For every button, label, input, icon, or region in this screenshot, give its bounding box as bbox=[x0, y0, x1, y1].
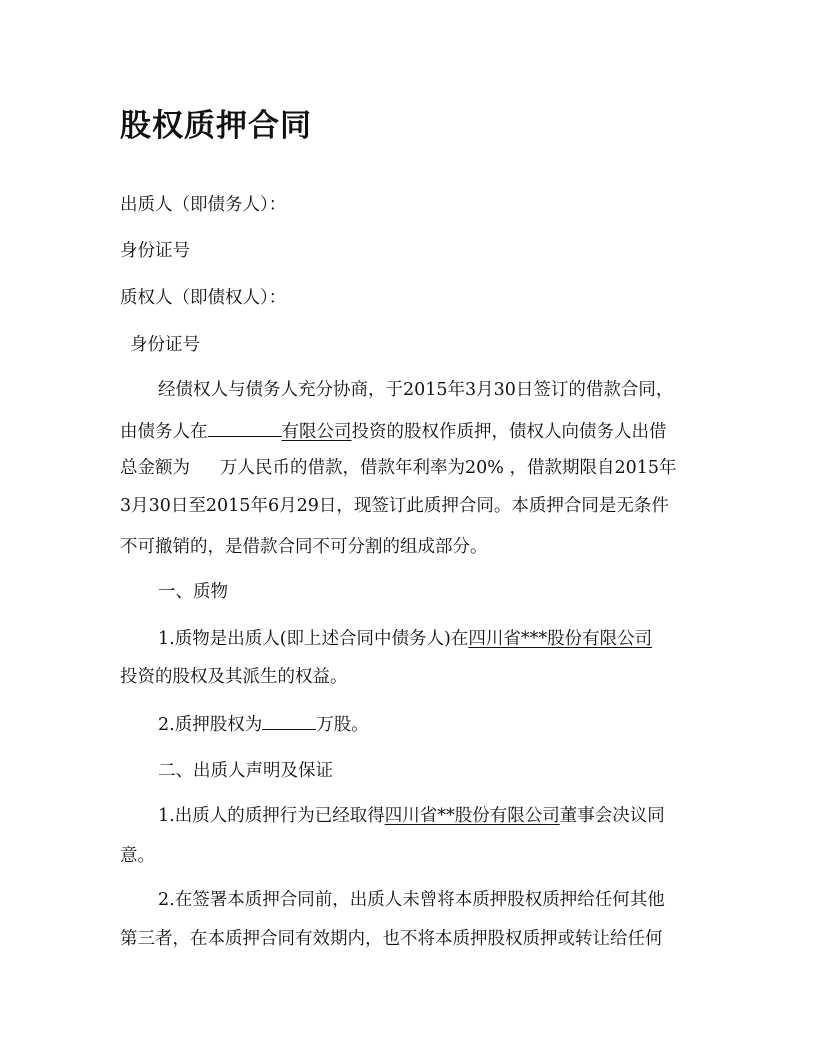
section-1-company-name: 四川省***股份有限公司 bbox=[468, 629, 653, 649]
section-2-item-1-cont: 意。 bbox=[120, 846, 155, 866]
preamble-line-2-start: 由债务人在 bbox=[120, 422, 208, 442]
section-1-item-1-cont: 投资的股权及其派生的权益。 bbox=[120, 667, 348, 687]
preamble-line-2-end: 投资的股权作质押，债权人向债务人出借 bbox=[351, 422, 667, 442]
section-1-item-2-end: 万股。 bbox=[316, 715, 369, 735]
share-count-blank bbox=[262, 711, 316, 730]
pledgor-id-label: 身份证号 bbox=[120, 241, 190, 261]
preamble-line-5: 不可撤销的，是借款合同不可分割的组成部分。 bbox=[120, 537, 488, 557]
section-2-heading: 二、出质人声明及保证 bbox=[158, 761, 333, 781]
section-1-item-2-start: 2.质押股权为 bbox=[158, 715, 263, 735]
section-2-item-1-start: 1.出质人的质押行为已经取得 bbox=[158, 806, 385, 826]
section-2-item-1-end: 董事会决议同 bbox=[559, 806, 665, 826]
section-2-item-1 bbox=[158, 804, 665, 828]
section-2-company-name: 四川省**股份有限公司 bbox=[384, 806, 560, 826]
company-name-blank bbox=[208, 418, 282, 437]
preamble-line-4: 3月30日至2015年6月29日，现签订此质押合同。本质押合同是无条件 bbox=[120, 496, 669, 516]
section-1-item-1 bbox=[158, 627, 652, 651]
section-2-item-2-line-1: 2.在签署本质押合同前，出质人未曾将本质押股权质押给任何其他 bbox=[158, 890, 665, 910]
pledgee-id-label: 身份证号 bbox=[130, 335, 200, 355]
document-title: 股权质押合同 bbox=[120, 108, 312, 144]
preamble-line-3-start: 总金额为 bbox=[120, 458, 190, 478]
preamble-line-2 bbox=[120, 418, 667, 444]
preamble-line-1: 经债权人与债务人充分协商，于2015年3月30日签订的借款合同， bbox=[158, 380, 674, 400]
section-2-item-2-line-2: 第三者，在本质押合同有效期内，也不将本质押股权质押或转让给任何 bbox=[120, 929, 663, 949]
preamble-line-3 bbox=[120, 456, 677, 480]
preamble-line-3-end: 万人民币的借款，借款年利率为20% ，借款期限自2015年 bbox=[220, 458, 677, 478]
pledgee-label: 质权人（即债权人）： bbox=[120, 288, 287, 308]
section-1-item-1-start: 1.质物是出质人(即上述合同中债务人)在 bbox=[158, 629, 469, 649]
pledgor-label: 出质人（即债务人）： bbox=[120, 195, 287, 215]
company-name-suffix: 有限公司 bbox=[281, 422, 352, 442]
section-1-item-2 bbox=[158, 711, 369, 737]
section-1-heading: 一、质物 bbox=[158, 582, 228, 602]
